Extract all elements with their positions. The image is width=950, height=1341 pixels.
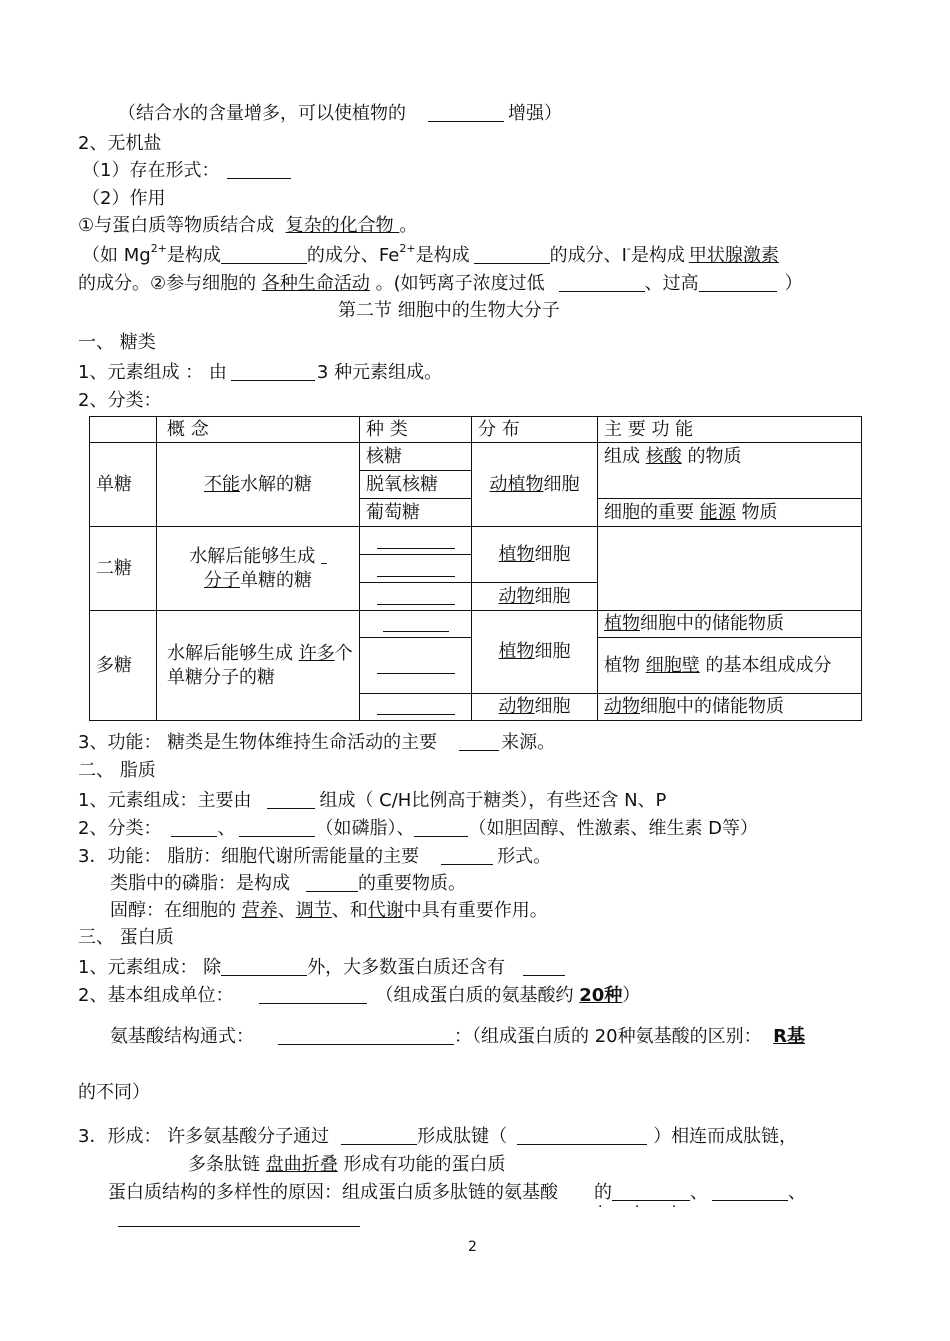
line-function-1: ①与蛋白质等物质结合成 复杂的化合物 。 bbox=[78, 215, 418, 236]
emphasis-dots: · · · bbox=[598, 1199, 691, 1215]
line-ions: （如 $Mg^{2+}$是构成 的成分、$Fe^{2+}$是构成 的成分、I-是构成 甲状腺激素 bbox=[82, 242, 779, 266]
blank[interactable] bbox=[171, 818, 217, 837]
row-label-mono: 单糖 bbox=[90, 443, 157, 527]
concept-mono: 不能水解的糖 bbox=[157, 443, 360, 527]
type-cell bbox=[360, 583, 472, 611]
blank[interactable] bbox=[517, 1126, 647, 1145]
line-lipid-function: 3．功能： 脂肪：细胞代谢所需能量的主要 形式。 bbox=[78, 846, 552, 867]
dist-di-plant: 植物细胞 bbox=[472, 527, 598, 583]
dist-di-animal: 动物细胞 bbox=[472, 583, 598, 611]
blank[interactable] bbox=[459, 732, 499, 751]
row-label-di: 二糖 bbox=[90, 527, 157, 611]
row-label-poly: 多糖 bbox=[90, 611, 157, 721]
type-cell bbox=[360, 555, 472, 583]
heading-proteins: 三、 蛋白质 bbox=[78, 927, 174, 948]
line-protein-unit: 2、基本组成单位： （组成蛋白质的氨基酸约 20种） bbox=[78, 985, 641, 1006]
type-cell bbox=[360, 611, 472, 638]
blank[interactable] bbox=[259, 985, 367, 1004]
blank[interactable] bbox=[239, 818, 315, 837]
func-poly-1: 植物细胞中的储能物质 bbox=[598, 611, 862, 638]
table-header-row bbox=[90, 417, 862, 443]
func-mono-1: 组成 核酸 的物质 bbox=[598, 443, 862, 499]
table-header: 分 布 bbox=[472, 417, 598, 443]
line-sugar-function: 3、功能： 糖类是生物体维持生命活动的主要 来源。 bbox=[78, 732, 556, 753]
blank[interactable] bbox=[377, 586, 455, 605]
blank[interactable] bbox=[377, 530, 455, 549]
type-cell bbox=[360, 638, 472, 694]
line-folding: 多条肽链 盘曲折叠 形成有功能的蛋白质 bbox=[188, 1154, 506, 1175]
table-header: 概 念 bbox=[157, 417, 360, 443]
table-row bbox=[90, 443, 862, 471]
line-amino-formula: 氨基酸结构通式： ：（组成蛋白质的 20种氨基酸的区别： R基 bbox=[110, 1026, 805, 1047]
blank[interactable] bbox=[377, 696, 455, 715]
blank[interactable] bbox=[306, 873, 358, 892]
line-bound-water: （结合水的含量增多，可以使植物的 增强） bbox=[118, 103, 562, 124]
table-header: 种 类 bbox=[360, 417, 472, 443]
blank[interactable] bbox=[377, 655, 455, 674]
dist-poly-animal: 动物细胞 bbox=[472, 694, 598, 721]
table-header bbox=[90, 417, 157, 443]
blank[interactable] bbox=[227, 160, 291, 179]
dist-poly-plant: 植物细胞 bbox=[472, 611, 598, 694]
blank[interactable] bbox=[221, 957, 307, 976]
line-sugar-elements: 1、元素组成 ： 由 3 种元素组成。 bbox=[78, 362, 443, 383]
line-life-activity: 的成分。②参与细胞的 各种生命活动 。(如钙离子浓度过低 、过高 ） bbox=[78, 273, 803, 294]
blank[interactable] bbox=[699, 273, 777, 292]
blank[interactable] bbox=[523, 957, 565, 976]
blank[interactable] bbox=[383, 613, 449, 632]
concept-poly: 水解后能够生成 许多个单糖分子的糖 bbox=[157, 611, 360, 721]
blank[interactable] bbox=[428, 103, 504, 122]
heading-sugars: 一、 糖类 bbox=[78, 332, 156, 353]
line-protein-elements: 1、元素组成： 除 外，大多数蛋白质还含有 bbox=[78, 957, 565, 979]
table-header: 主 要 功 能 bbox=[598, 417, 862, 443]
blank[interactable] bbox=[377, 558, 455, 577]
blank[interactable] bbox=[278, 1026, 454, 1045]
blank[interactable] bbox=[221, 245, 307, 264]
blank[interactable] bbox=[267, 790, 315, 809]
line-diversity: 蛋白质结构的多样性的原因：组成蛋白质多肽链的氨基酸 的 、 、 bbox=[108, 1182, 806, 1203]
blank[interactable] bbox=[341, 1126, 417, 1145]
blank[interactable] bbox=[118, 1208, 360, 1227]
table-row bbox=[90, 611, 862, 638]
page-number: 2 bbox=[468, 1239, 477, 1255]
type-cell: 脱氧核糖 bbox=[360, 471, 472, 499]
line-diversity-cont bbox=[118, 1208, 360, 1230]
line-sterol: 固醇：在细胞的 营养、调节、和代谢中具有重要作用。 bbox=[110, 900, 548, 921]
heading-lipids: 二、 脂质 bbox=[78, 760, 156, 781]
section-title: 第二节 细胞中的生物大分子 bbox=[338, 300, 560, 321]
type-cell: 葡萄糖 bbox=[360, 499, 472, 527]
type-cell bbox=[360, 527, 472, 555]
table-row bbox=[90, 527, 862, 555]
sugar-table bbox=[89, 416, 862, 721]
blank[interactable] bbox=[474, 245, 550, 264]
line-function: （2）作用 bbox=[82, 188, 166, 209]
line-phospholipid: 类脂中的磷脂：是构成 的重要物质。 bbox=[110, 873, 466, 894]
dist-mono: 动植物细胞 bbox=[472, 443, 598, 527]
heading-inorganic-salts: 2、无机盐 bbox=[78, 133, 162, 154]
func-poly-3: 动物细胞中的储能物质 bbox=[598, 694, 862, 721]
func-di bbox=[598, 527, 862, 611]
blank[interactable] bbox=[712, 1182, 788, 1201]
line-lipid-classes: 2、分类： 、 （如磷脂）、 （如胆固醇、性激素、维生素 D等） bbox=[78, 818, 759, 839]
line-formation: 3．形成： 许多氨基酸分子通过 形成肽键（ ）相连而成肽链， bbox=[78, 1126, 798, 1147]
func-poly-2: 植物 细胞壁 的基本组成成分 bbox=[598, 638, 862, 694]
blank[interactable] bbox=[414, 818, 468, 837]
blank[interactable] bbox=[559, 273, 645, 292]
type-cell bbox=[360, 694, 472, 721]
blank[interactable] bbox=[231, 362, 315, 381]
line-sugar-classes: 2、分类： bbox=[78, 390, 162, 411]
concept-di: 水解后能够生成 分子单糖的糖 bbox=[157, 527, 360, 611]
line-lipid-elements: 1、元素组成：主要由 组成（ C/H比例高于糖类），有些还含 N、P bbox=[78, 790, 667, 811]
func-mono-2: 细胞的重要 能源 物质 bbox=[598, 499, 862, 527]
line-amino-difference: 的不同） bbox=[78, 1082, 150, 1103]
type-cell: 核糖 bbox=[360, 443, 472, 471]
blank[interactable] bbox=[441, 846, 493, 865]
line-existence-form: （1）存在形式： bbox=[82, 160, 291, 182]
